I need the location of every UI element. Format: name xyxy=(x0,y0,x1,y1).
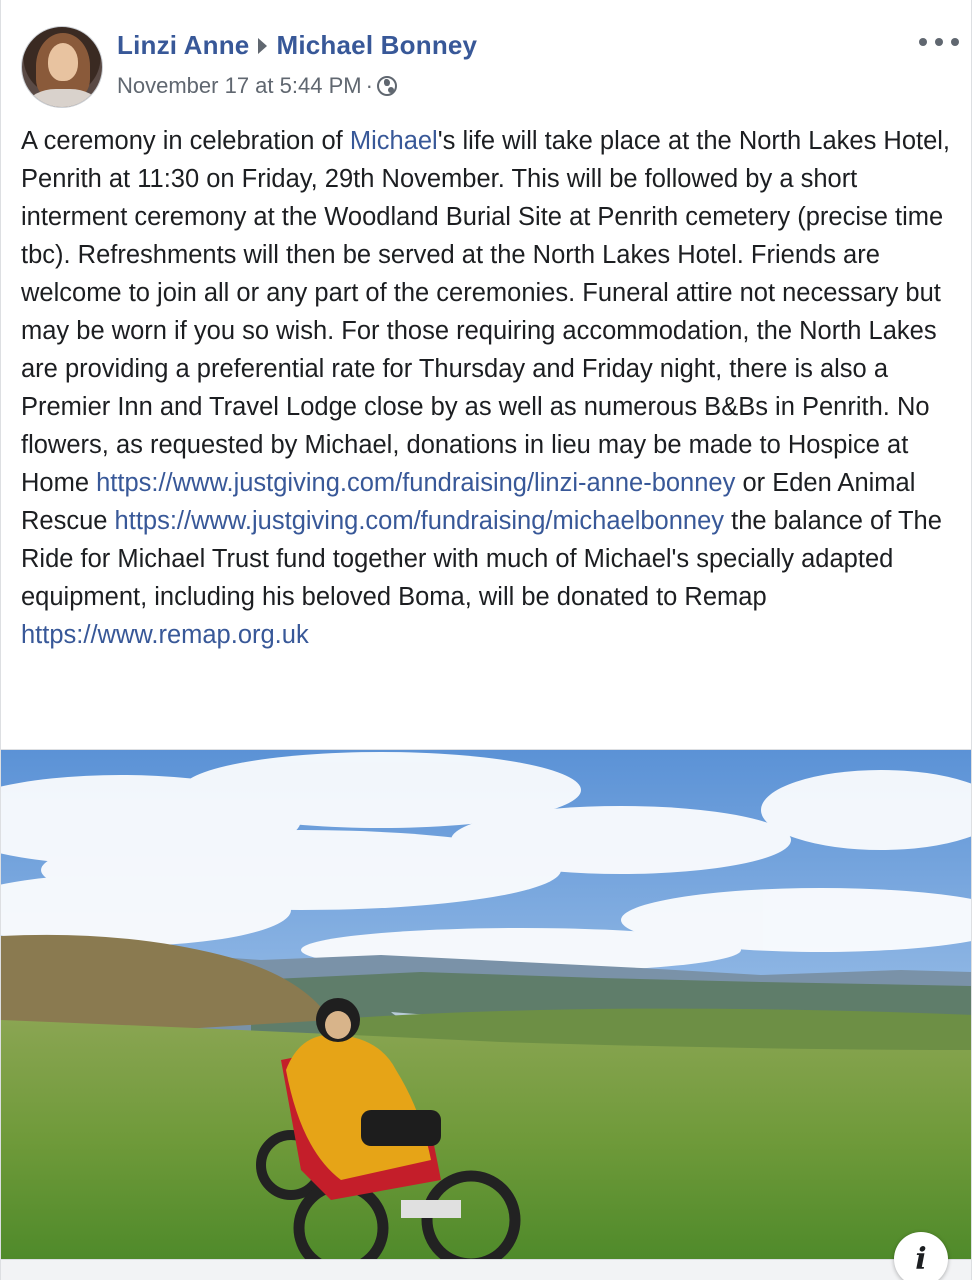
author-avatar[interactable] xyxy=(21,26,103,108)
post-meta xyxy=(117,73,397,99)
more-icon[interactable] xyxy=(919,30,959,54)
target-name-link[interactable]: Michael Bonney xyxy=(276,30,478,60)
body-text: 's life will take place at the North Lakes Hotel, Penrith at 11:30 on Friday, 29th November. This will be followed by a short interment ceremony at the Woodland Burial Site at Penrith cemetery (precise time tbc). Refreshments will then be served at the North Lakes Hotel. Friends are welcome to join all or any part of the ceremonies. Funeral attire not necessary but may be worn if you so wish. For those requiring accommodation, the North Lakes are providing a preferential rate for Thursday and Friday night, there is also a Premier Inn and Travel Lodge close by as well as numerous B&Bs in Penrith. No flowers, as requested by Michael, donations in lieu may be made to Hospice at Home xyxy=(21,127,951,497)
author-name-link[interactable]: Linzi Anne xyxy=(117,30,250,60)
body-text: the balance of The Ride for Michael Trust fund together with much of Michael's specially adapted equipment, including his beloved Boma, will be donated to Remap xyxy=(21,507,942,611)
post-timestamp[interactable]: November 17 at 5:44 PM xyxy=(117,73,362,98)
arrow-right-icon xyxy=(258,38,267,54)
more-dot xyxy=(951,38,959,46)
body-text: A ceremony in celebration of xyxy=(21,127,350,155)
post-photo[interactable] xyxy=(1,749,972,1260)
globe-icon[interactable] xyxy=(377,76,397,96)
body-text: or Eden Animal Rescue xyxy=(21,469,916,535)
remap-link[interactable]: https://www.remap.org.uk xyxy=(21,621,309,649)
post-footer-bar xyxy=(1,1259,972,1280)
meta-separator: · xyxy=(365,73,373,98)
justgiving-linzi-link[interactable]: https://www.justgiving.com/fundraising/linzi-anne-bonney xyxy=(96,469,736,497)
more-dot xyxy=(935,38,943,46)
post-body xyxy=(21,122,956,654)
more-dot xyxy=(919,38,927,46)
avatar-body xyxy=(28,89,98,108)
mention-link[interactable]: Michael xyxy=(349,127,438,155)
justgiving-michael-link[interactable]: https://www.justgiving.com/fundraising/michaelbonney xyxy=(114,507,725,535)
info-icon[interactable]: i xyxy=(894,1232,948,1280)
post-header xyxy=(1,0,972,120)
post-names xyxy=(117,30,477,61)
landscape-photo xyxy=(1,750,972,1260)
avatar-face xyxy=(48,43,78,81)
